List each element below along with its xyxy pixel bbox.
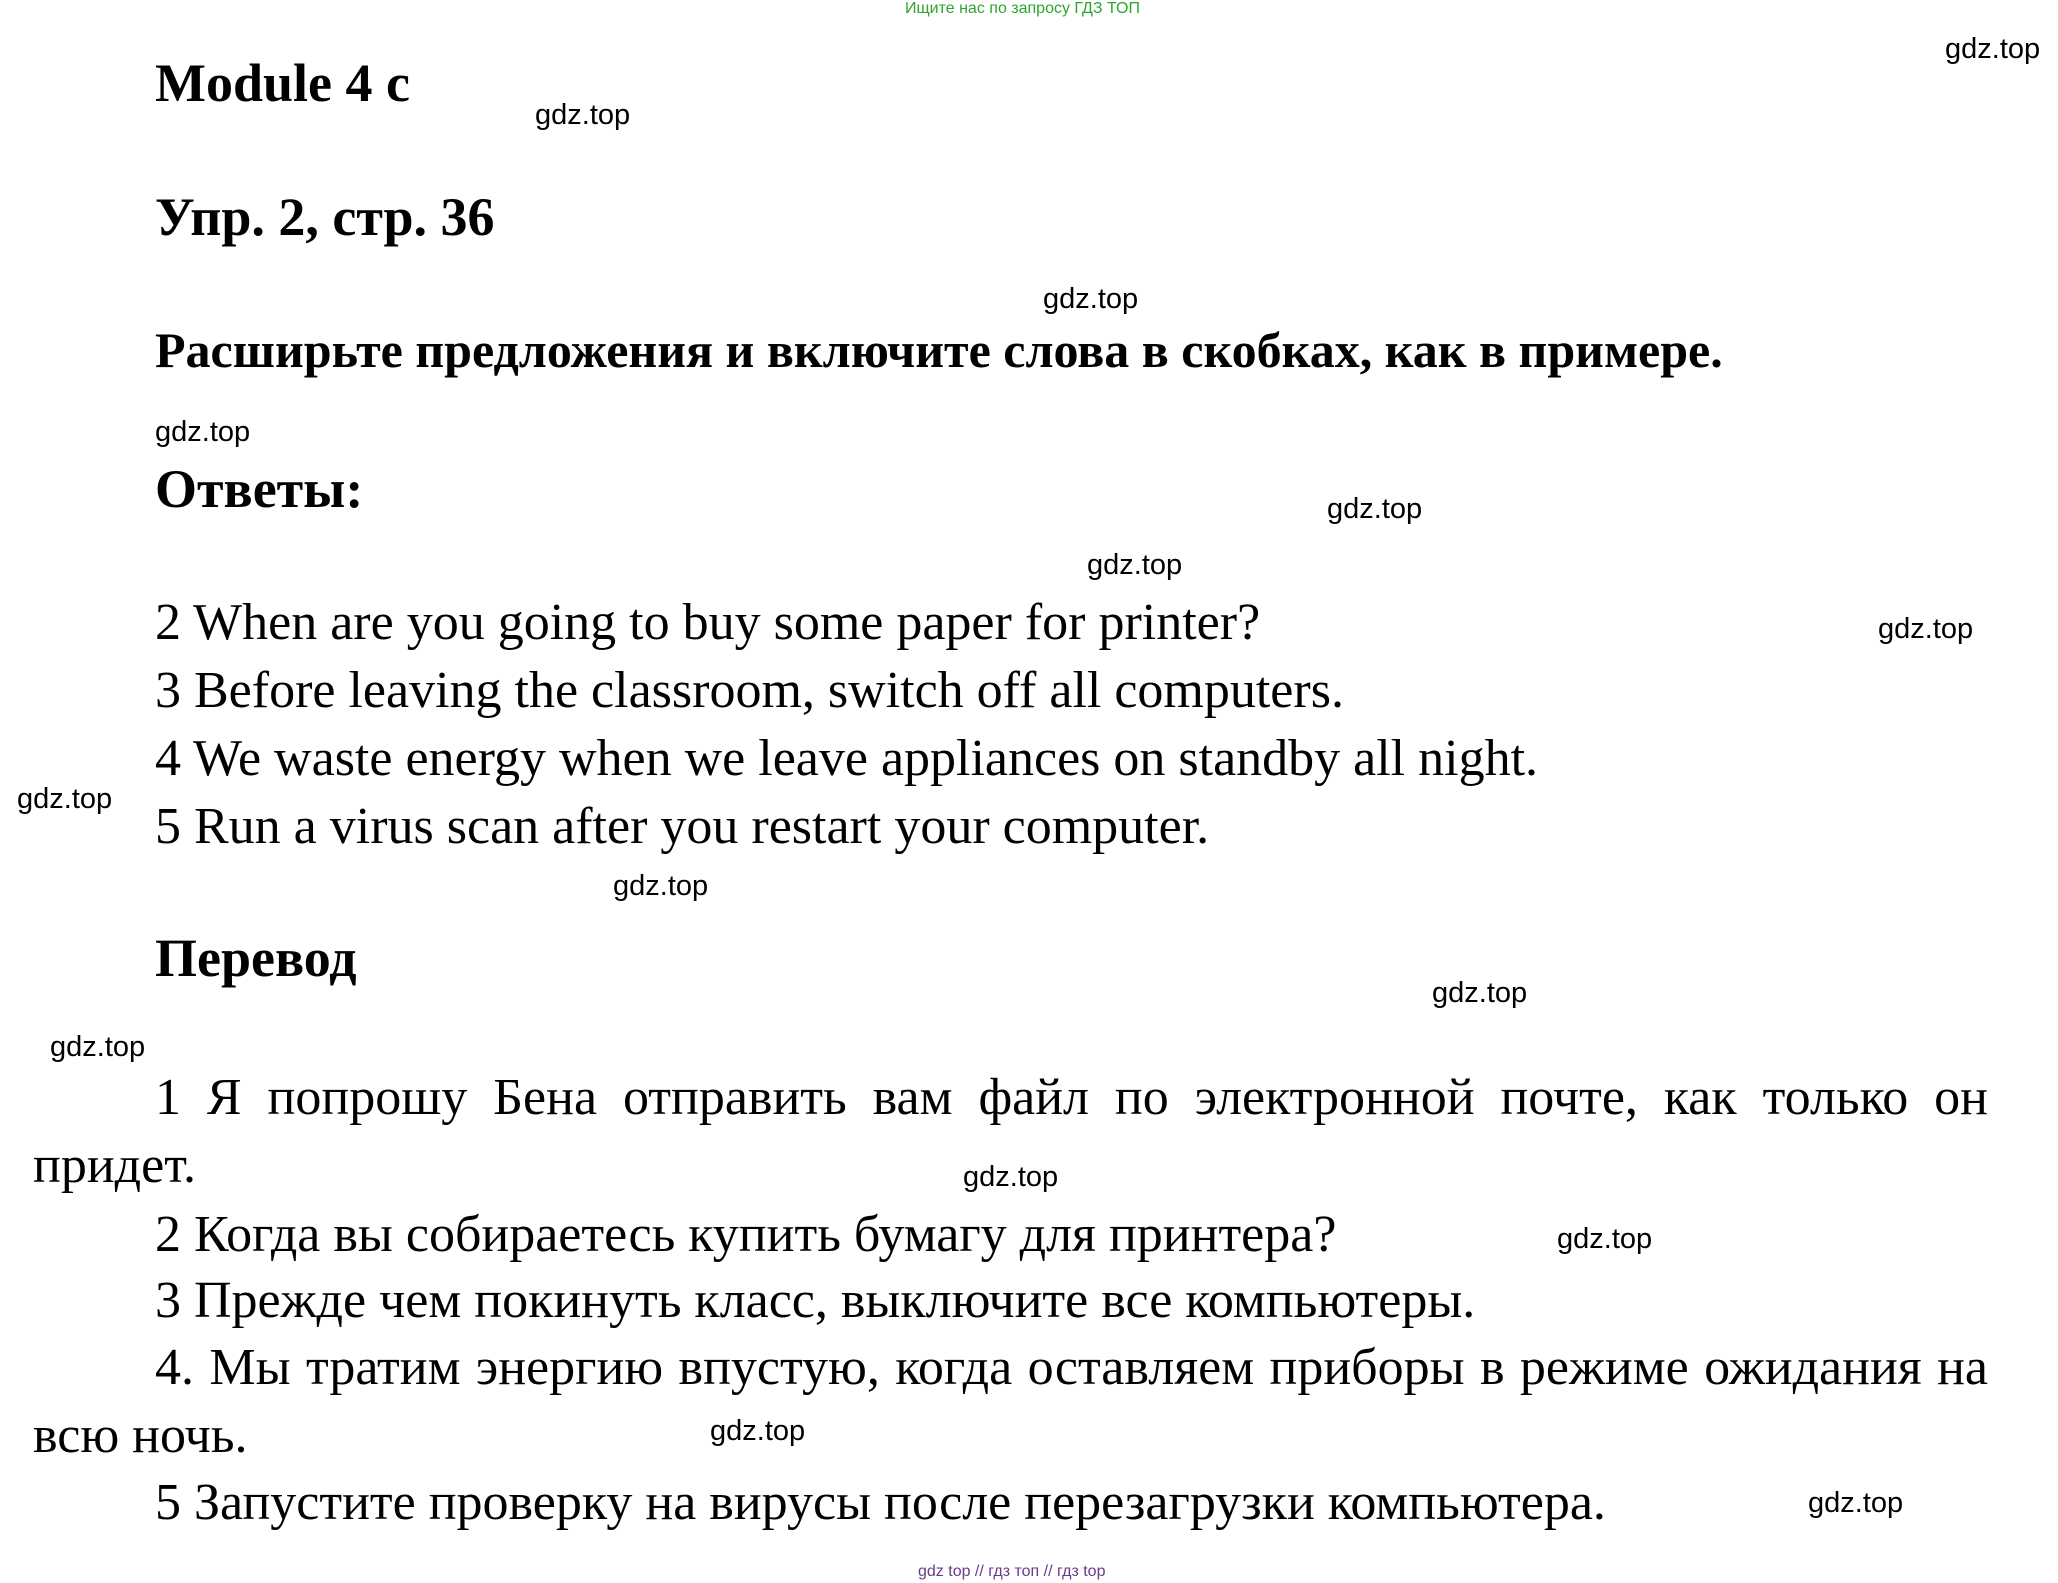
watermark: gdz.top [710,1415,806,1447]
watermark: gdz.top [963,1161,1059,1193]
watermark: gdz.top [17,783,113,815]
footer-note: gdz top // гдз топ // гдз top [918,1563,1106,1580]
translation-paragraph: 1 Я попрошу Бена отправить вам файл по электронной почте, как только он придет. [33,1069,1988,1194]
instruction: Расширьте предложения и включите слова в скобках, как в примере. [155,322,1723,378]
watermark: gdz.top [1043,283,1139,315]
watermark: gdz.top [1087,549,1183,581]
answer-line: 3 Before leaving the classroom, switch off all computers. [155,662,1344,719]
watermark: gdz.top [1327,493,1423,525]
translation-line: 2 Когда вы собираетесь купить бумагу для принтера? [155,1206,1337,1263]
answers-heading: Ответы: [155,459,364,519]
translation-line: 5 Запустите проверку на вирусы после перезагрузки компьютера. [155,1474,1606,1531]
exercise-ref: Упр. 2, стр. 36 [155,187,495,247]
watermark: gdz.top [1432,977,1528,1009]
answer-line: 5 Run a virus scan after you restart your computer. [155,798,1210,855]
translation-heading: Перевод [155,928,357,988]
watermark: gdz.top [50,1031,146,1063]
header-note: Ищите нас по запросу ГДЗ ТОП [905,0,1140,17]
watermark: gdz.top [1557,1223,1653,1255]
answer-line: 2 When are you going to buy some paper for printer? [155,594,1261,651]
translation-paragraph: 4. Мы тратим энергию впустую, когда оставляем приборы в режиме ожидания на всю ночь. [33,1339,1988,1464]
watermark: gdz.top [155,416,251,448]
module-title: Module 4 c [155,53,410,113]
watermark: gdz.top [1945,33,2041,65]
watermark: gdz.top [1808,1487,1904,1519]
watermark: gdz.top [535,99,631,131]
watermark: gdz.top [1878,613,1974,645]
watermark: gdz.top [613,870,709,902]
translation-line: 3 Прежде чем покинуть класс, выключите все компьютеры. [155,1272,1476,1329]
answer-line: 4 We waste energy when we leave appliances on standby all night. [155,730,1539,787]
